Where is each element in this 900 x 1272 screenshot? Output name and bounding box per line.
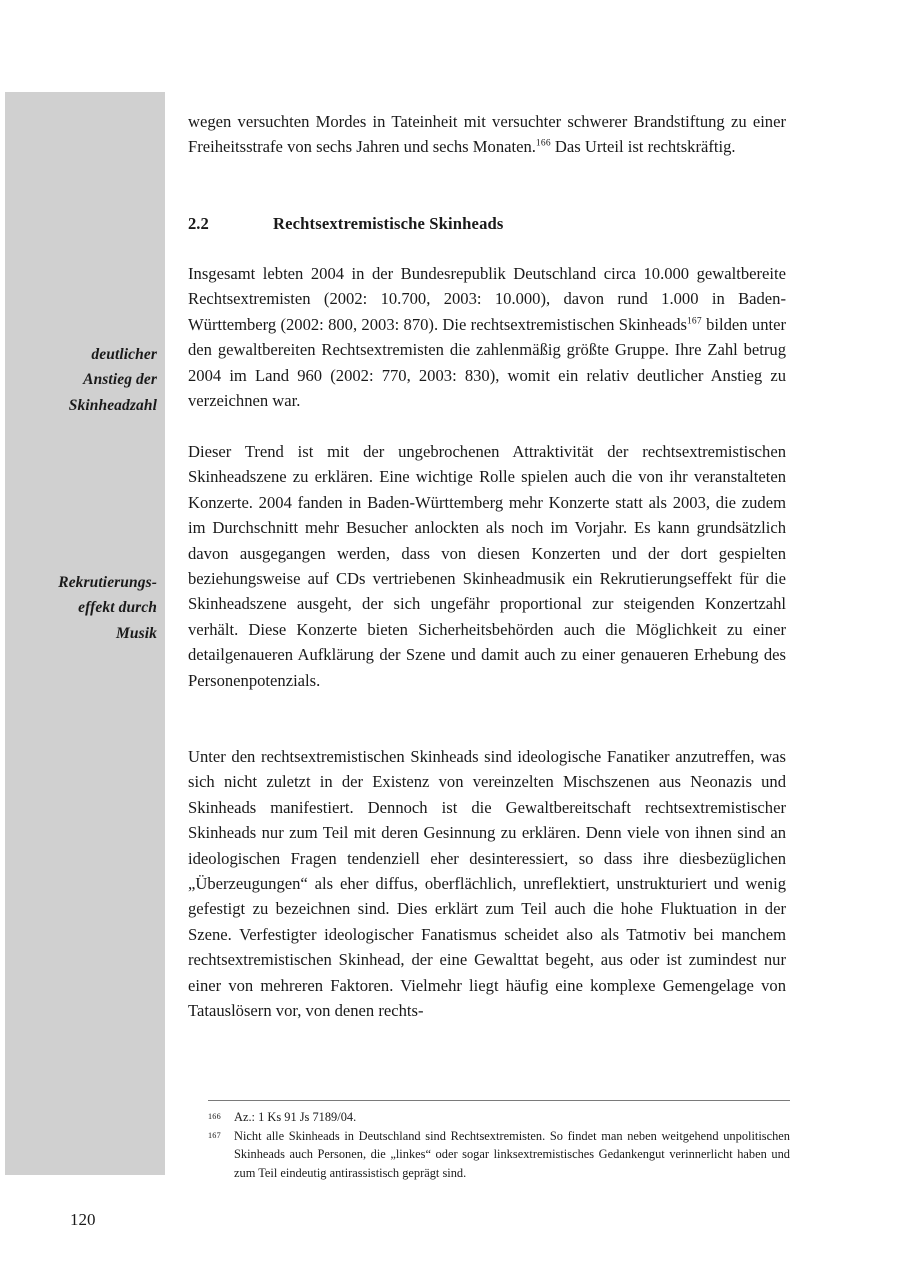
footnote-item bbox=[208, 1127, 790, 1183]
paragraph-trend-konzerte: Dieser Trend ist mit der ungebrochenen Attraktivität der rechtsextremistischen Skinheadszene zu erklären. Eine wichtige Rolle spielen auch die von ihr veranstalteten Konzerte. 2004 fanden in Baden-Württemberg mehr Konzerte statt als 2003, die zudem im Durchschnitt mehr Besucher anlockten als noch im Vorjahr. Es kann grundsätzlich davon ausgegangen werden, dass von diesen Konzerten und der dort gespielten beziehungsweise auf CDs vertriebenen Skinheadmusik ein Rekrutierungseffekt für die Skinheadszene ausgeht, der sich ungefähr proportional zur steigenden Konzertzahl verhält. Diese Konzerte bieten Sicherheitsbehörden auch die Möglichkeit zu einer detailgenaueren Aufklärung der Szene und damit auch zu einer genaueren Erhebung des Personenpotenzials. bbox=[188, 442, 786, 690]
section-number: 2.2 bbox=[188, 214, 209, 233]
paragraph-intro bbox=[188, 109, 786, 160]
section-heading bbox=[188, 211, 786, 236]
margin-note-line: effekt durch bbox=[78, 599, 157, 617]
margin-note-skinheadzahl bbox=[5, 342, 157, 418]
footnote-ref-167[interactable]: 167 bbox=[686, 316, 702, 327]
paragraph-skinhead-zahlen bbox=[188, 261, 786, 413]
page-number: 120 bbox=[70, 1210, 96, 1229]
section-title: Rechtsextremistische Skinheads bbox=[273, 214, 504, 233]
margin-note-line: Rekrutierungs- bbox=[58, 574, 157, 591]
margin-note-line: Anstieg der bbox=[83, 371, 157, 389]
margin-note-line: deutlicher bbox=[91, 346, 157, 363]
footnotes-block bbox=[208, 1100, 790, 1182]
footnote-ref-166[interactable]: 166 bbox=[535, 138, 551, 149]
paragraph-text: wegen versuchten Mordes in Tateinheit mit versuchter schwerer Brandstiftung zu einer Freiheitsstrafe von sechs Jahren und sechs Monaten. bbox=[188, 112, 786, 157]
margin-note-rekrutierungseffekt bbox=[5, 570, 157, 646]
margin-note-line: Musik bbox=[116, 624, 157, 642]
footnote-text: Nicht alle Skinheads in Deutschland sind Rechtsextremisten. So findet man neben weitgehend unpolitischen Skinheads auch Personen, die „linkes“ oder sogar linksextremistisches Gedankengut verinnerlicht haben und zum Teil eindeutig antirassistisch geprägt sind. bbox=[234, 1128, 790, 1180]
footnote-item bbox=[208, 1108, 790, 1127]
paragraph-ideologie: Unter den rechtsextremistischen Skinheads sind ideologische Fanatiker anzutreffen, was sich nicht zuletzt in der Existenz von vereinzelten Mischszenen aus Neonazis und Skinheads manifestiert. Dennoch ist die Gewaltbereitschaft rechtsextremistischer Skinheads nur zum Teil mit deren Gesinnung zu erklären. Denn viele von ihnen sind an ideologischen Fragen tendenziell eher desinteressiert, so dass ihre diesbezüglichen „Überzeugungen“ als eher diffus, oberflächlich, unreflektiert, unstrukturiert und wenig gefestigt zu bezeichnen sind. Dies erklärt zum Teil auch die hohe Fluktuation in der Szene. Verfestigter ideologischer Fanatismus scheidet also als Tatmotiv bei manchem rechtsextremistischen Skinhead, der eine Gewalttat begeht, aus oder ist zumindest nur einer von mehreren Faktoren. Vielmehr liegt häufig eine komplexe Gemengelage von Tatauslösern vor, von denen rechts- bbox=[188, 747, 786, 1021]
footnote-separator-rule bbox=[208, 1100, 790, 1101]
footnote-marker: 166 bbox=[208, 1112, 221, 1121]
paragraph-text: bilden unter den gewaltbereiten Rechtsextremisten die zahlenmäßig größte Gruppe. Ihre Zahl betrug 2004 im Land 960 (2002: 770, 2003: 830), womit ein relativ deutlicher Anstieg zu verzeichnen war. bbox=[188, 314, 786, 411]
footnote-marker: 167 bbox=[208, 1130, 221, 1140]
paragraph-text: Das Urteil ist rechtskräftig. bbox=[550, 137, 736, 157]
paragraph-text: Insgesamt lebten 2004 in der Bundesrepublik Deutschland circa 10.000 gewaltbereite Rechtsextremisten (2002: 10.700, 2003: 10.000), davon rund 1.000 in Baden-Württemberg (2002: 800, 2003: 870). Die rechtsextremistischen Skinheads bbox=[188, 264, 786, 334]
footnote-text: Az.: 1 Ks 91 Js 7189/04. bbox=[234, 1110, 357, 1124]
margin-note-line: Skinheadzahl bbox=[68, 396, 157, 414]
